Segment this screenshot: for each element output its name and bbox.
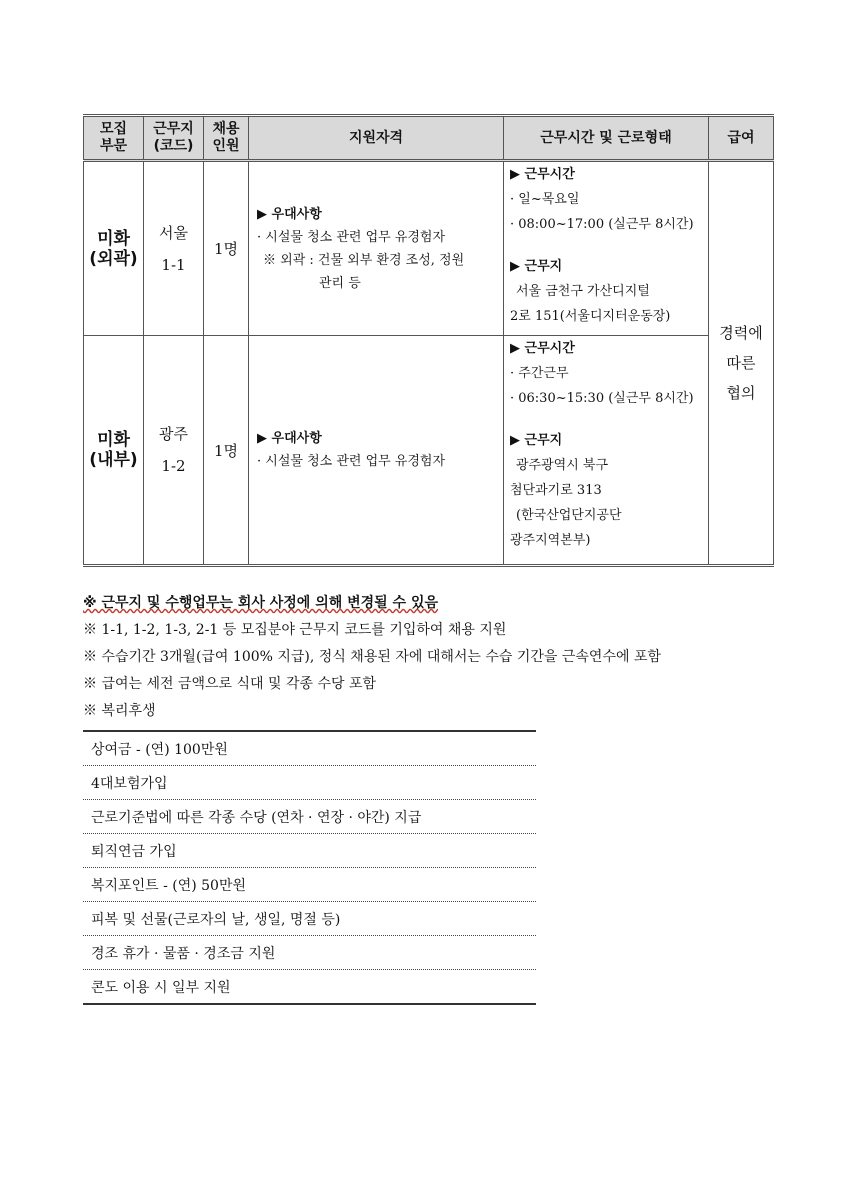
note-line: ※ 복리후생 xyxy=(83,703,156,719)
table-header-row xyxy=(84,116,774,161)
hours-line: · 일~목요일 xyxy=(510,192,580,207)
benefit-item: 퇴직연금 가입 xyxy=(83,834,536,868)
location-cell xyxy=(144,336,204,566)
benefit-item: 상여금 - (연) 100만원 xyxy=(83,731,536,766)
category-line2: (외곽) xyxy=(89,248,138,269)
count-cell: 1명 xyxy=(204,336,249,566)
category-cell xyxy=(84,161,144,336)
benefit-item: 4대보험가입 xyxy=(83,766,536,800)
notes-section xyxy=(83,590,783,725)
qualification-line: · 시설물 청소 관련 업무 유경험자 xyxy=(257,229,446,245)
spacer xyxy=(510,411,708,428)
benefit-item: 복지포인트 - (연) 50만원 xyxy=(83,868,536,902)
workplace-heading: ▶ 근무지 xyxy=(510,433,563,448)
salary-line: 경력에 xyxy=(719,324,763,342)
list-item xyxy=(83,731,536,766)
location-code: 1-1 xyxy=(161,255,186,274)
hours-heading: ▶ 근무시간 xyxy=(510,341,575,356)
list-item xyxy=(83,766,536,800)
benefit-item: 피복 및 선물(근로자의 날, 생일, 명절 등) xyxy=(83,902,536,936)
hours-cell xyxy=(504,336,709,566)
hours-line: · 주간근무 xyxy=(510,366,569,381)
list-item xyxy=(83,868,536,902)
benefit-item: 근로기준법에 따른 각종 수당 (연차 · 연장 · 야간) 지급 xyxy=(83,800,536,834)
benefit-item: 콘도 이용 시 일부 지원 xyxy=(83,970,536,1005)
recruitment-table xyxy=(83,114,774,567)
salary-cell xyxy=(709,161,774,566)
workplace-line: 첨단과기로 313 xyxy=(510,483,602,498)
list-item xyxy=(83,902,536,936)
salary-line: 따른 xyxy=(726,354,756,372)
salary-line: 협의 xyxy=(726,384,756,402)
preference-heading: ▶ 우대사항 xyxy=(257,206,322,222)
hours-cell xyxy=(504,161,709,336)
qualification-cell xyxy=(249,336,504,566)
workplace-line: 광주광역시 북구 xyxy=(516,458,609,473)
list-item xyxy=(83,936,536,970)
spacer xyxy=(510,237,708,254)
workplace-line: 광주지역본부) xyxy=(510,533,591,548)
preference-heading: ▶ 우대사항 xyxy=(257,431,322,446)
count-cell: 1명 xyxy=(204,161,249,336)
qualification-line: ※ 외곽 : 건물 외부 환경 조성, 정원 xyxy=(263,252,465,268)
workplace-line: 서울 금천구 가산디지털 xyxy=(516,284,650,299)
header-category-line2: 부문 xyxy=(99,138,128,154)
workplace-line: (한국산업단지공단 xyxy=(516,508,622,523)
category-line1: 미화 xyxy=(97,430,130,450)
header-category-line1: 모집 xyxy=(99,121,128,137)
category-line1: 미화 xyxy=(97,228,130,249)
header-location-line1: 근무지 xyxy=(153,121,194,137)
header-count-line2: 인원 xyxy=(212,138,240,154)
hours-line: · 06:30~15:30 (실근무 8시간) xyxy=(510,391,694,406)
qualification-cell xyxy=(249,161,504,336)
location-name: 서울 xyxy=(159,223,188,242)
note-line: ※ 근무지 및 수행업무는 회사 사정에 의해 변경될 수 있음 xyxy=(83,595,439,611)
header-qualification: 지원자격 xyxy=(249,116,504,161)
list-item xyxy=(83,834,536,868)
table-row xyxy=(84,161,774,336)
hours-heading: ▶ 근무시간 xyxy=(510,167,575,182)
qualification-line: · 시설물 청소 관련 업무 유경험자 xyxy=(257,454,446,469)
header-hours: 근무시간 및 근로형태 xyxy=(504,116,709,161)
list-item xyxy=(83,970,536,1005)
location-cell xyxy=(144,161,204,336)
category-line2: (내부) xyxy=(89,450,138,470)
header-location xyxy=(144,116,204,161)
header-count-line1: 채용 xyxy=(212,121,240,137)
table-row xyxy=(84,336,774,566)
category-cell xyxy=(84,336,144,566)
location-code: 1-2 xyxy=(161,457,186,475)
list-item xyxy=(83,800,536,834)
header-category xyxy=(84,116,144,161)
note-line: ※ 급여는 세전 금액으로 식대 및 각종 수당 포함 xyxy=(83,676,377,692)
location-name: 광주 xyxy=(159,425,188,443)
benefits-table xyxy=(83,730,536,1005)
note-line: ※ 1-1, 1-2, 1-3, 2-1 등 모집분야 근무지 코드를 기입하여 채용 지원 xyxy=(83,622,507,638)
hours-line: · 08:00~17:00 (실근무 8시간) xyxy=(510,217,694,232)
header-count xyxy=(204,116,249,161)
header-location-line2: (코드) xyxy=(153,138,194,154)
workplace-line: 2로 151(서울디지터운동장) xyxy=(510,309,671,324)
qualification-line: 관리 등 xyxy=(319,275,361,291)
benefit-item: 경조 휴가 · 물품 · 경조금 지원 xyxy=(83,936,536,970)
note-line: ※ 수습기간 3개월(급여 100% 지급), 정식 채용된 자에 대해서는 수습 기간을 근속연수에 포함 xyxy=(83,649,661,665)
workplace-heading: ▶ 근무지 xyxy=(510,259,563,274)
header-salary: 급여 xyxy=(709,116,774,161)
